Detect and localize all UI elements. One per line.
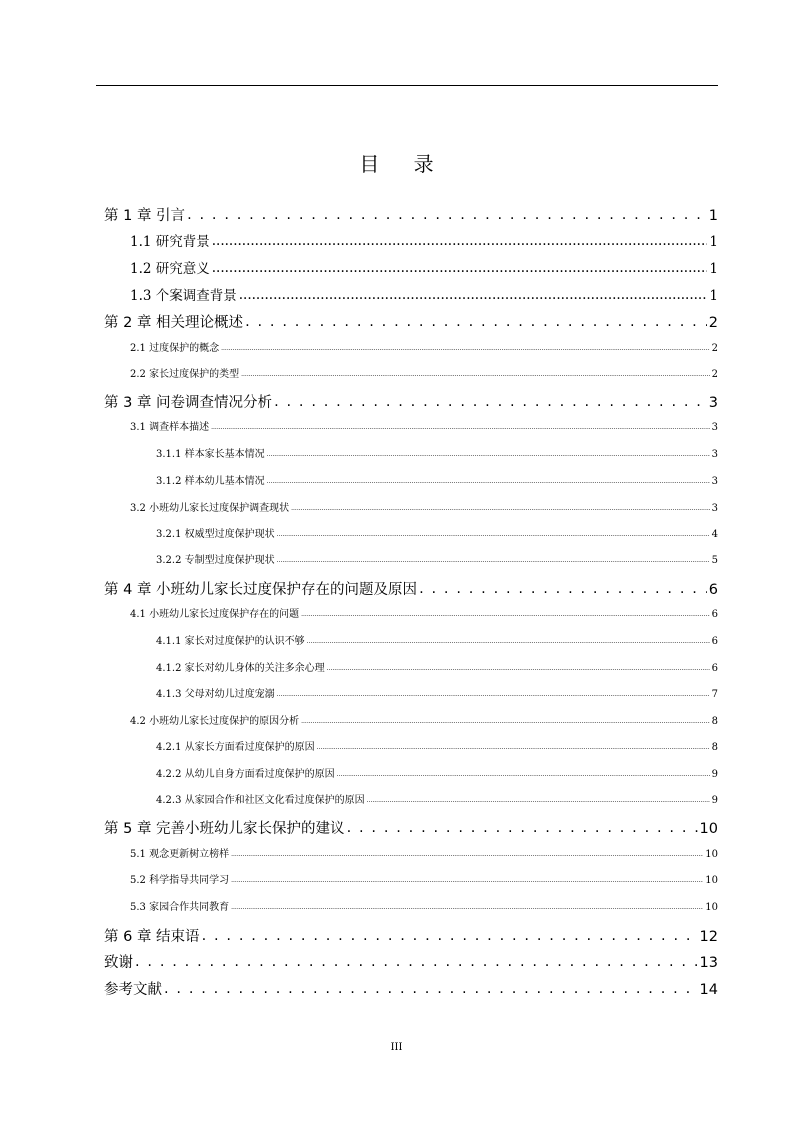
toc-entry[interactable] (104, 525, 718, 540)
toc-entry-page: 8 (711, 742, 718, 753)
toc-entry-label: 3.1.1 样本家长基本情况 (156, 449, 265, 460)
toc-entry[interactable] (104, 311, 718, 332)
toc-entry-page: 2 (711, 343, 718, 354)
dot-leader (301, 715, 710, 726)
toc-entry-label: 第 6 章 结束语 (104, 929, 200, 945)
toc-entry-page: 12 (699, 929, 718, 945)
toc-entry-label: 3.1 调查样本描述 (130, 422, 210, 433)
toc-entry-label: 1.2 研究意义 (130, 261, 210, 277)
toc-entry-page: 4 (711, 529, 718, 540)
toc-entry[interactable] (104, 284, 718, 304)
toc-entry-label: 3.2.2 专制型过度保护现状 (156, 555, 275, 566)
toc-entry-label: 致谢 (104, 955, 133, 971)
dot-leader (231, 848, 703, 859)
toc-entry-label: 3.1.2 样本幼儿基本情况 (156, 476, 265, 487)
toc-entry[interactable] (104, 765, 718, 780)
toc-entry-page: 10 (699, 821, 718, 837)
toc-entry-label: 第 2 章 相关理论概述 (104, 315, 244, 331)
toc-entry-label: 1.3 个案调查背景 (130, 288, 237, 304)
toc-entry-label: 5.3 家园合作共同教育 (130, 902, 230, 913)
toc-entry-page: 3 (708, 395, 718, 411)
toc-entry[interactable] (104, 391, 718, 412)
toc-entry[interactable] (104, 817, 718, 838)
dot-leader (419, 581, 707, 597)
dot-leader (231, 901, 703, 912)
dot-leader (327, 662, 710, 673)
toc-entry[interactable] (104, 925, 718, 946)
toc-entry-page: 7 (711, 689, 718, 700)
toc-entry-page: 8 (711, 716, 718, 727)
toc-entry-page: 1 (708, 208, 718, 224)
toc-entry-label: 第 3 章 问卷调查情况分析 (104, 395, 273, 411)
toc-entry[interactable] (104, 230, 718, 250)
dot-leader (301, 608, 710, 619)
toc-entry-page: 13 (699, 955, 718, 971)
toc-entry[interactable] (104, 551, 718, 566)
toc-entry[interactable] (104, 257, 718, 277)
toc-entry[interactable] (104, 472, 718, 487)
toc-entry[interactable] (104, 418, 718, 433)
toc-entry-label: 4.2.2 从幼儿自身方面看过度保护的原因 (156, 769, 335, 780)
dot-leader (231, 874, 703, 885)
dot-leader (245, 314, 707, 330)
toc-entry-label: 4.2.3 从家园合作和社区文化看过度保护的原因 (156, 795, 365, 806)
header-rule (96, 85, 718, 86)
toc-entry-page: 3 (711, 449, 718, 460)
toc-entry-label: 第 1 章 引言 (104, 208, 186, 224)
dot-leader (317, 741, 710, 752)
dot-leader (291, 502, 710, 513)
dot-leader (187, 207, 707, 223)
toc-entry-label: 2.1 过度保护的概念 (130, 343, 220, 354)
toc-entry[interactable] (104, 659, 718, 674)
toc-entry-page: 9 (711, 795, 718, 806)
dot-leader (307, 635, 710, 646)
dot-leader (367, 794, 710, 805)
toc-entry-page: 6 (711, 609, 718, 620)
toc-entry[interactable] (104, 685, 718, 700)
dot-leader (135, 954, 698, 970)
toc-entry-page: 1 (709, 288, 718, 304)
dot-leader (212, 233, 708, 249)
toc-entry-label: 4.1 小班幼儿家长过度保护存在的问题 (130, 609, 300, 620)
toc-entry-label: 4.1.2 家长对幼儿身体的关注多余心理 (156, 663, 325, 674)
toc-entry[interactable] (104, 339, 718, 354)
dot-leader (267, 475, 710, 486)
toc-entry[interactable] (104, 978, 718, 999)
toc-entry-page: 6 (711, 663, 718, 674)
toc-entry[interactable] (104, 951, 718, 972)
toc-entry[interactable] (104, 445, 718, 460)
toc-entry[interactable] (104, 605, 718, 620)
toc-entry[interactable] (104, 845, 718, 860)
toc-entry[interactable] (104, 578, 718, 599)
toc-entry[interactable] (104, 632, 718, 647)
toc-entry-label: 3.2.1 权威型过度保护现状 (156, 529, 275, 540)
toc-entry-page: 9 (711, 769, 718, 780)
toc-entry-label: 5.2 科学指导共同学习 (130, 875, 230, 886)
toc-entry-label: 4.1.3 父母对幼儿过度宠溺 (156, 689, 275, 700)
toc-entry-label: 参考文献 (104, 982, 162, 998)
toc-entry-label: 4.1.1 家长对过度保护的认识不够 (156, 636, 305, 647)
dot-leader (274, 394, 707, 410)
dot-leader (347, 820, 698, 836)
dot-leader (277, 528, 710, 539)
toc-entry-label: 5.1 观念更新树立榜样 (130, 849, 230, 860)
dot-leader (239, 287, 708, 303)
toc-entry-page: 2 (708, 315, 718, 331)
dot-leader (267, 448, 710, 459)
toc-entry-page: 1 (709, 261, 718, 277)
dot-leader (211, 421, 710, 432)
toc-entry-page: 3 (711, 503, 718, 514)
toc-entry-label: 3.2 小班幼儿家长过度保护调查现状 (130, 503, 290, 514)
toc-entry[interactable] (104, 738, 718, 753)
toc-entry[interactable] (104, 204, 718, 225)
dot-leader (277, 688, 710, 699)
toc-entry-page: 2 (711, 369, 718, 380)
dot-leader (337, 768, 710, 779)
dot-leader (202, 928, 698, 944)
toc-entry-label: 1.1 研究背景 (130, 234, 210, 250)
toc-entry[interactable] (104, 499, 718, 514)
toc-entry-page: 1 (709, 234, 718, 250)
dot-leader (212, 260, 708, 276)
toc-entry-page: 14 (699, 982, 718, 998)
dot-leader (277, 554, 710, 565)
toc-entry-page: 6 (711, 636, 718, 647)
toc-entry[interactable] (104, 898, 718, 913)
toc-entry-label: 2.2 家长过度保护的类型 (130, 369, 240, 380)
toc-entry-page: 6 (708, 582, 718, 598)
dot-leader (221, 342, 710, 353)
toc-entry-label: 第 4 章 小班幼儿家长过度保护存在的问题及原因 (104, 582, 418, 598)
page-title: 目 录 (359, 152, 448, 176)
toc-entry-label: 4.2 小班幼儿家长过度保护的原因分析 (130, 716, 300, 727)
toc-entry-page: 3 (711, 476, 718, 487)
toc-entry-page: 10 (705, 902, 718, 913)
toc-entry-label: 4.2.1 从家长方面看过度保护的原因 (156, 742, 315, 753)
dot-leader (241, 368, 710, 379)
dot-leader (164, 981, 698, 997)
toc-entry-page: 10 (705, 875, 718, 886)
toc-entry-page: 3 (711, 422, 718, 433)
toc-entry-label: 第 5 章 完善小班幼儿家长保护的建议 (104, 821, 345, 837)
page-number: III (390, 1042, 403, 1053)
toc-entry[interactable] (104, 871, 718, 886)
toc-entry-page: 5 (711, 555, 718, 566)
toc-entry[interactable] (104, 791, 718, 806)
toc-entry-page: 10 (705, 849, 718, 860)
toc-entry[interactable] (104, 365, 718, 380)
toc-entry[interactable] (104, 712, 718, 727)
